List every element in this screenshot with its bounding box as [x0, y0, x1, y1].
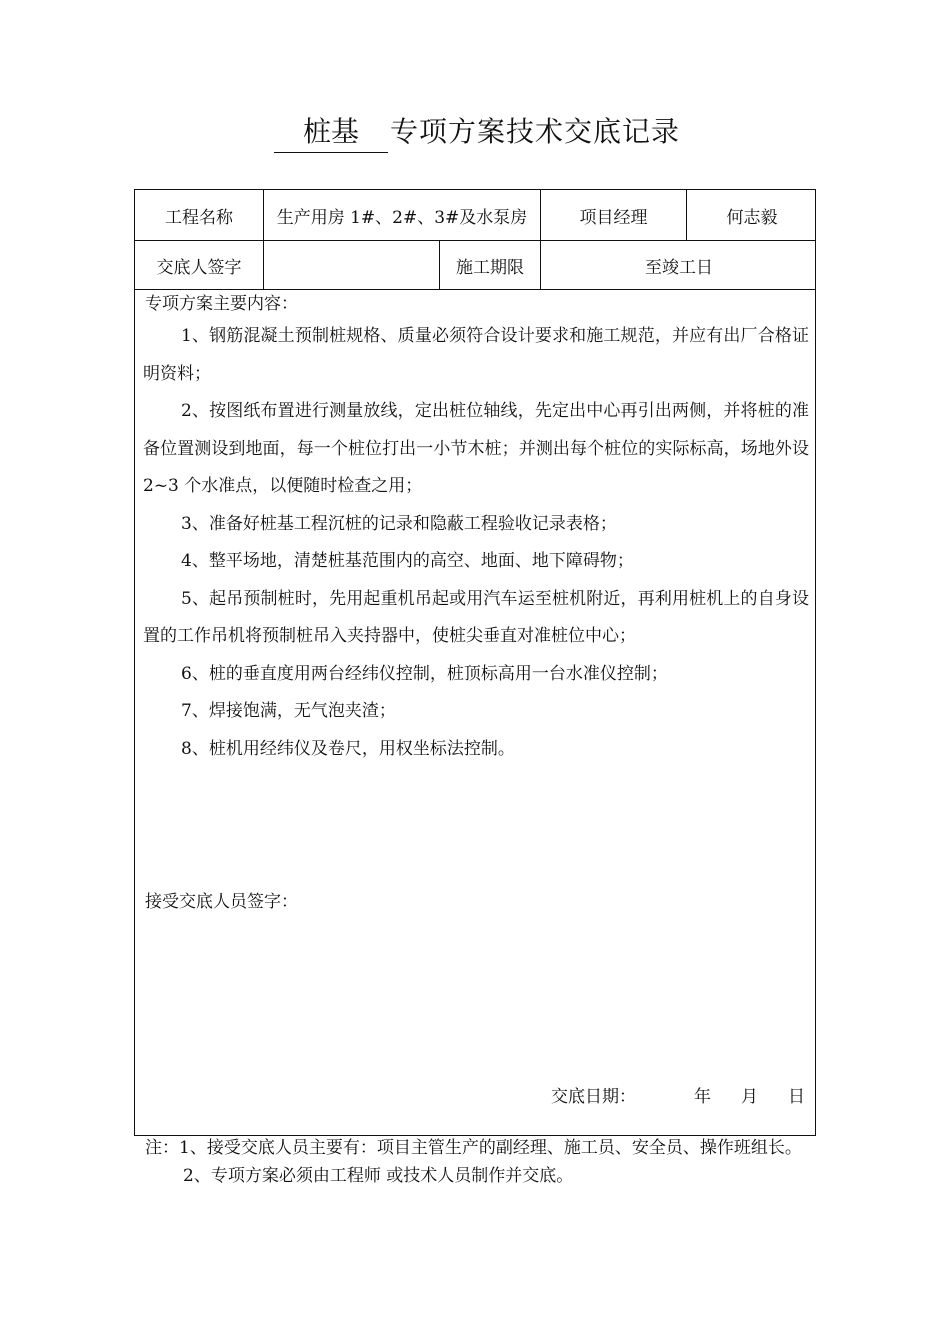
- content-item: 1、钢筋混凝土预制桩规格、质量必须符合设计要求和施工规范，并应有出厂合格证明资料；: [143, 326, 809, 384]
- receiver-signature-label: 接受交底人员签字：: [145, 892, 298, 912]
- content-item: 6、桩的垂直度用两台经纬仪控制，桩顶标高用一台水准仪控制；: [181, 663, 668, 684]
- content-items: [143, 318, 809, 768]
- period-label: 施工期限: [440, 241, 541, 289]
- manager-value: 何志毅: [726, 207, 778, 228]
- content-heading: 专项方案主要内容：: [145, 294, 298, 314]
- date-label: 交底日期：: [551, 1087, 636, 1107]
- content-item: 3、准备好桩基工程沉桩的记录和隐蔽工程验收记录表格；: [181, 513, 617, 534]
- title-text: 专项方案技术交底记录: [390, 115, 681, 148]
- header-row-1: [135, 190, 815, 241]
- note-1: 注：1、接受交底人员主要有：项目主管生产的副经理、施工员、安全员、操作班组长。: [145, 1138, 802, 1158]
- content-item: 5、起吊预制桩时，先用起重机吊起或用汽车运至桩机附近，再利用桩机上的自身设置的工作吊机将预制桩吊入夹持器中，使桩尖垂直对准桩位中心；: [143, 588, 809, 646]
- signer-field[interactable]: [264, 241, 440, 289]
- note-2: 2、专项方案必须由工程师 或技术人员制作并交底。: [183, 1166, 574, 1186]
- period-value: 至竣工日: [645, 257, 713, 278]
- date-day: 日: [788, 1087, 805, 1107]
- content-item: 8、桩机用经纬仪及卷尺，用权坐标法控制。: [181, 738, 515, 759]
- title-blank-field: 桩基: [274, 112, 388, 153]
- header-row-2: [135, 241, 815, 290]
- content-item: 4、整平场地，清楚桩基范围内的高空、地面、地下障碍物；: [181, 551, 634, 571]
- date-month: 月: [741, 1087, 758, 1107]
- date-year: 年: [694, 1087, 711, 1107]
- content-item: 2、按图纸布置进行测量放线，定出桩位轴线，先定出中心再引出两侧，并将桩的准备位置测设到地面，每一个桩位打出一小节木桩；并测出每个桩位的实际标高，场地外设 2~3 个水准点，以便随时检查之用；: [143, 401, 809, 496]
- content-item: 7、焊接饱满，无气泡夹渣；: [181, 701, 396, 721]
- record-sheet: [134, 189, 816, 1136]
- document-title: [0, 112, 950, 156]
- project-name-label: 工程名称: [135, 190, 264, 240]
- footnotes: [145, 1137, 810, 1187]
- manager-label: 项目经理: [541, 190, 687, 240]
- project-name-value: 生产用房 1#、2#、3#及水泵房: [264, 190, 541, 240]
- date-line: [551, 1085, 805, 1109]
- signer-label: 交底人签字: [135, 241, 264, 289]
